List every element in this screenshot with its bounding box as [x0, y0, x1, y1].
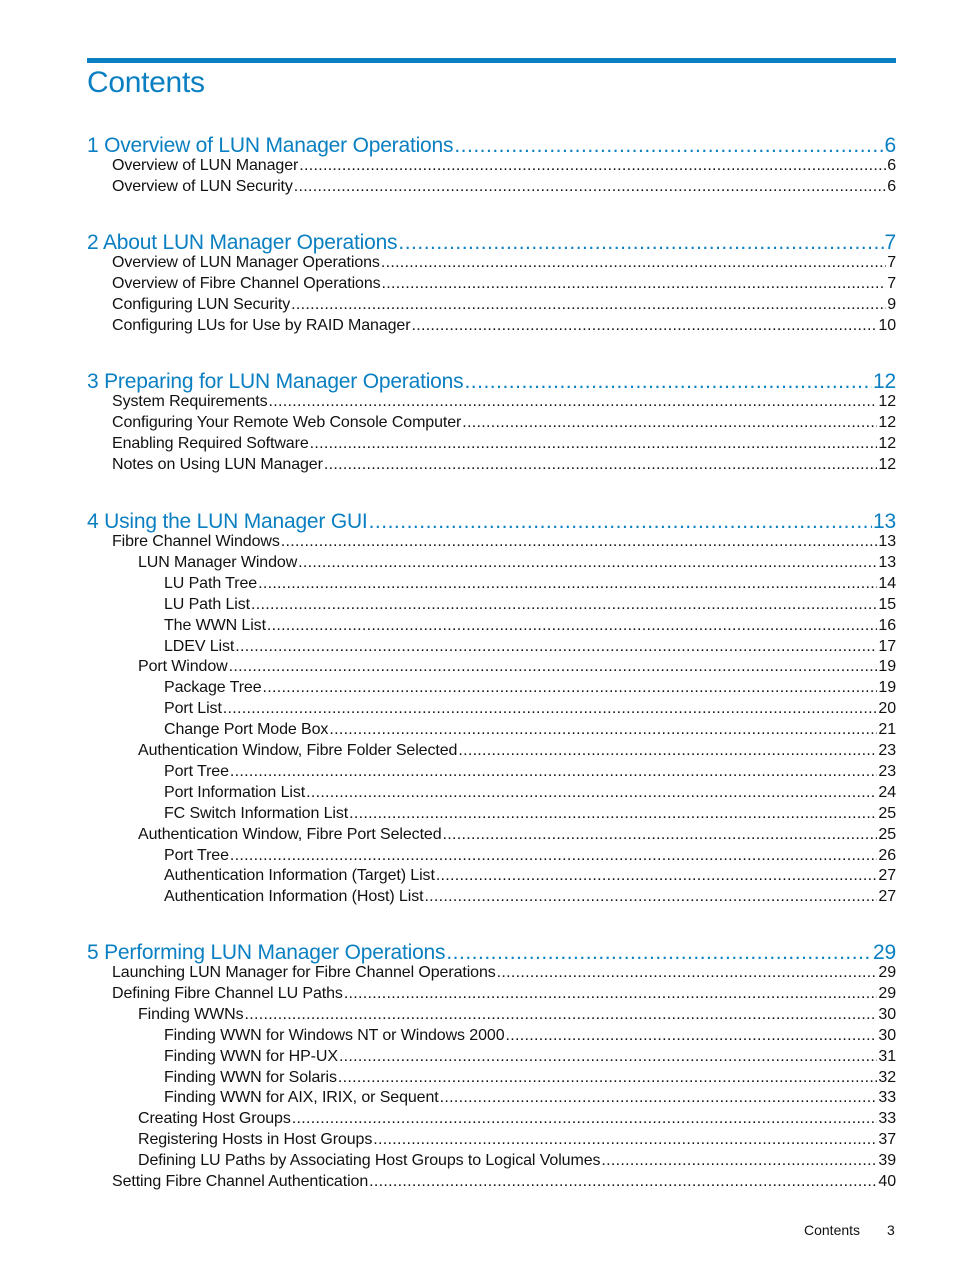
toc-entry-title: Authentication Window, Fibre Port Selected — [138, 825, 442, 843]
toc-entry-title: Notes on Using LUN Manager — [112, 455, 323, 473]
leader-dots — [267, 617, 877, 635]
toc-entry-title: Change Port Mode Box — [164, 721, 329, 739]
toc-entry[interactable] — [164, 617, 896, 635]
leader-dots — [329, 721, 877, 739]
toc-entry-title: Port List — [164, 700, 222, 718]
toc-entry-title: FC Switch Information List — [164, 804, 349, 822]
leader-dots — [464, 370, 872, 394]
toc-entry-page: 29 — [878, 984, 896, 1002]
toc-entry[interactable] — [138, 1131, 896, 1149]
toc-entry-title: Registering Hosts in Host Groups — [138, 1131, 373, 1149]
toc-chapter[interactable] — [87, 134, 896, 158]
toc-entry-page: 19 — [878, 679, 896, 697]
leader-dots — [338, 1069, 878, 1087]
toc-entry[interactable] — [112, 456, 896, 474]
toc-entry-title: Fibre Channel Windows — [112, 533, 280, 550]
toc-entry[interactable] — [164, 596, 896, 614]
toc-entry-title: Creating Host Groups — [138, 1110, 291, 1128]
leader-dots — [251, 596, 877, 614]
toc-entry-page: 7 — [887, 274, 896, 292]
toc-entry-title: The WWN List — [164, 616, 266, 634]
toc-chapter-page: 6 — [884, 134, 896, 157]
toc-entry-title: Defining Fibre Channel LU Paths — [112, 984, 343, 1002]
toc-entry[interactable] — [112, 178, 896, 196]
leader-dots — [294, 178, 886, 196]
leader-dots — [443, 826, 878, 844]
toc-entry-page: 14 — [878, 574, 896, 592]
toc-entry[interactable] — [112, 964, 896, 982]
toc-entry[interactable] — [112, 1173, 896, 1191]
leader-dots — [411, 317, 877, 335]
toc-entry[interactable] — [164, 847, 896, 865]
toc-entry[interactable] — [164, 1089, 896, 1107]
footer-section: Contents — [804, 1222, 861, 1238]
toc-entry[interactable] — [138, 826, 896, 844]
toc-entry[interactable] — [164, 805, 896, 823]
leader-dots — [382, 275, 887, 293]
toc-entry-page: 25 — [878, 825, 896, 843]
toc-entry-title: Authentication Window, Fibre Folder Selected — [138, 742, 458, 759]
leader-dots — [269, 393, 878, 411]
leader-dots — [258, 575, 877, 593]
leader-dots — [310, 435, 878, 453]
leader-dots — [344, 985, 878, 1003]
toc-entry-page: 27 — [878, 888, 896, 906]
toc-entry-page: 7 — [887, 254, 896, 271]
toc-entry-page: 12 — [878, 413, 896, 431]
toc-chapter-title: 4 Using the LUN Manager GUI — [87, 510, 368, 533]
toc-entry-title: LUN Manager Window — [138, 553, 298, 571]
toc-entry-title: LU Path List — [164, 595, 250, 613]
toc-entry-title: Finding WWN for AIX, IRIX, or Sequent — [164, 1089, 439, 1107]
toc-entry-title: LDEV List — [164, 637, 235, 655]
toc-entry-page: 17 — [878, 637, 896, 655]
toc-chapter-title: 5 Performing LUN Manager Operations — [87, 941, 446, 964]
toc-entry-title: Launching LUN Manager for Fibre Channel Operations — [112, 964, 496, 981]
leader-dots — [339, 1048, 877, 1066]
leader-dots — [424, 888, 877, 906]
toc-entry-page: 31 — [878, 1047, 896, 1065]
leader-dots — [230, 763, 877, 781]
toc-entry-page: 30 — [878, 1026, 896, 1044]
toc-entry-page: 10 — [878, 316, 896, 334]
toc-entry-page: 6 — [887, 157, 896, 174]
toc-entry[interactable] — [164, 679, 896, 697]
leader-dots — [281, 533, 878, 551]
toc-entry[interactable] — [164, 867, 896, 885]
toc-entry-page: 13 — [878, 533, 896, 550]
toc-chapter-page: 12 — [873, 370, 896, 393]
leader-dots — [462, 414, 877, 432]
toc-entry-page: 12 — [878, 434, 896, 452]
toc-entry-title: LU Path Tree — [164, 574, 258, 592]
toc-chapter-page: 13 — [873, 510, 896, 533]
leader-dots — [369, 1173, 877, 1191]
leader-dots — [506, 1027, 878, 1045]
toc-entry-page: 33 — [878, 1110, 896, 1128]
leader-dots — [298, 554, 877, 572]
toc-entry-page: 23 — [878, 742, 896, 759]
toc-entry-title: Overview of LUN Manager Operations — [112, 254, 380, 271]
toc-entry[interactable] — [112, 414, 896, 432]
toc-entry-page: 12 — [878, 455, 896, 473]
toc-entry-page: 39 — [878, 1152, 896, 1170]
leader-dots — [230, 847, 877, 865]
toc-entry-title: Finding WWNs — [138, 1005, 244, 1023]
toc-entry-page: 30 — [878, 1005, 896, 1023]
header-rule — [87, 58, 896, 63]
leader-dots — [458, 742, 877, 760]
leader-dots — [291, 296, 886, 314]
leader-dots — [454, 134, 883, 158]
toc-entry[interactable] — [112, 317, 896, 335]
toc-entry[interactable] — [164, 784, 896, 802]
toc-chapter-title: 3 Preparing for LUN Manager Operations — [87, 370, 464, 393]
toc-entry-title: Port Tree — [164, 846, 229, 864]
leader-dots — [306, 784, 877, 802]
leader-dots — [381, 254, 886, 272]
toc-chapter[interactable] — [87, 370, 896, 394]
toc-entry[interactable] — [164, 575, 896, 593]
leader-dots — [292, 1110, 878, 1128]
toc-entry[interactable] — [164, 721, 896, 739]
toc-entry-title: Configuring Your Remote Web Console Computer — [112, 413, 462, 431]
toc-entry[interactable] — [112, 296, 896, 314]
toc-entry-page: 26 — [878, 846, 896, 864]
toc-entry-page: 9 — [887, 295, 896, 313]
toc-entry-page: 23 — [878, 762, 896, 780]
toc-entry-page: 33 — [878, 1089, 896, 1107]
toc-entry-title: Finding WWN for HP-UX — [164, 1047, 338, 1065]
toc-entry[interactable] — [164, 888, 896, 906]
leader-dots — [244, 1006, 877, 1024]
toc-chapter[interactable] — [87, 231, 896, 255]
toc-entry-title: Configuring LUN Security — [112, 295, 291, 313]
toc-entry-title: Port Tree — [164, 762, 229, 780]
toc-chapter[interactable] — [87, 510, 896, 534]
leader-dots — [369, 510, 872, 534]
toc-entry[interactable] — [112, 985, 896, 1003]
toc-entry[interactable] — [138, 554, 896, 572]
toc-entry-page: 12 — [878, 393, 896, 410]
toc-entry-page: 6 — [887, 177, 896, 195]
leader-dots — [446, 941, 872, 965]
toc-entry-title: Defining LU Paths by Associating Host Groups to Logical Volumes — [138, 1152, 601, 1170]
page-title: Contents — [87, 66, 205, 99]
toc-entry[interactable] — [112, 254, 896, 272]
toc-entry[interactable] — [138, 658, 896, 676]
toc-entry[interactable] — [164, 763, 896, 781]
toc-chapter[interactable] — [87, 941, 896, 965]
toc-entry-page: 24 — [878, 783, 896, 801]
toc-entry[interactable] — [112, 393, 896, 411]
toc-entry-page: 40 — [878, 1173, 896, 1190]
toc-entry-page: 13 — [878, 553, 896, 571]
footer-page-number: 3 — [887, 1222, 895, 1238]
toc-entry-title: Overview of Fibre Channel Operations — [112, 274, 381, 292]
toc-entry-title: Port Window — [138, 658, 228, 676]
toc-entry-title: Finding WWN for Windows NT or Windows 2000 — [164, 1026, 505, 1044]
toc-entry-page: 32 — [878, 1068, 896, 1086]
toc-entry[interactable] — [164, 1048, 896, 1066]
leader-dots — [601, 1152, 877, 1170]
toc-entry[interactable] — [164, 1069, 896, 1087]
leader-dots — [373, 1131, 877, 1149]
toc-entry-page: 37 — [878, 1131, 896, 1149]
toc-entry-page: 16 — [878, 616, 896, 634]
toc-entry-page: 27 — [878, 867, 896, 885]
toc-entry-title: Package Tree — [164, 679, 262, 697]
leader-dots — [235, 638, 877, 656]
toc-chapter-page: 29 — [873, 941, 896, 964]
toc-entry[interactable] — [112, 275, 896, 293]
leader-dots — [263, 679, 878, 697]
toc-entry-page: 15 — [878, 595, 896, 613]
toc-entry-page: 20 — [878, 700, 896, 718]
toc-chapter-title: 2 About LUN Manager Operations — [87, 231, 398, 254]
toc-chapter-page: 7 — [884, 231, 896, 254]
toc-entry-title: Authentication Information (Target) List — [164, 867, 435, 885]
toc-entry-page: 19 — [878, 658, 896, 676]
toc-entry-title: Overview of LUN Manager — [112, 157, 299, 174]
toc-entry-page: 29 — [878, 964, 896, 981]
toc-entry-page: 21 — [878, 721, 896, 739]
toc-entry[interactable] — [138, 742, 896, 760]
toc-entry[interactable] — [164, 638, 896, 656]
toc-entry-title: Configuring LUs for Use by RAID Manager — [112, 316, 411, 334]
leader-dots — [398, 231, 883, 255]
leader-dots — [229, 658, 878, 676]
toc-entry[interactable] — [164, 1027, 896, 1045]
toc-entry-title: System Requirements — [112, 393, 268, 410]
toc-entry[interactable] — [138, 1152, 896, 1170]
toc-entry-title: Port Information List — [164, 783, 306, 801]
leader-dots — [497, 964, 878, 982]
toc-entry[interactable] — [112, 533, 896, 551]
leader-dots — [223, 700, 878, 718]
leader-dots — [299, 157, 886, 175]
toc-entry[interactable] — [112, 435, 896, 453]
toc-entry-title: Overview of LUN Security — [112, 177, 293, 195]
leader-dots — [436, 867, 878, 885]
toc-entry[interactable] — [138, 1110, 896, 1128]
toc-entry-page: 25 — [878, 804, 896, 822]
leader-dots — [440, 1089, 878, 1107]
leader-dots — [324, 456, 878, 474]
toc-entry-title: Finding WWN for Solaris — [164, 1068, 337, 1086]
leader-dots — [349, 805, 877, 823]
toc-entry[interactable] — [112, 157, 896, 175]
toc-entry[interactable] — [164, 700, 896, 718]
toc-entry-title: Authentication Information (Host) List — [164, 888, 424, 906]
toc-entry-title: Enabling Required Software — [112, 434, 309, 452]
toc-entry-title: Setting Fibre Channel Authentication — [112, 1173, 369, 1190]
toc-chapter-title: 1 Overview of LUN Manager Operations — [87, 134, 454, 157]
toc-entry[interactable] — [138, 1006, 896, 1024]
